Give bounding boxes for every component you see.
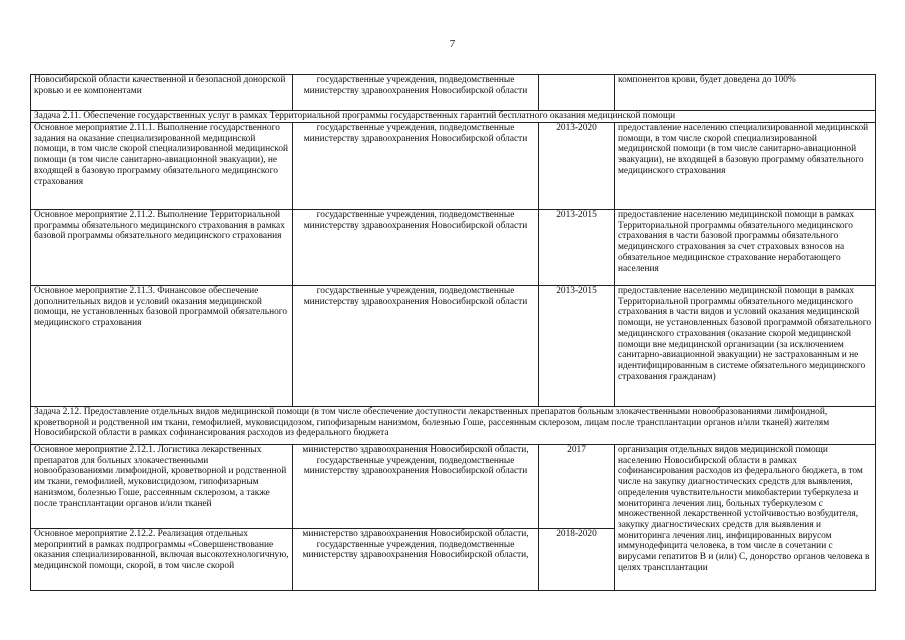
program-activities-table (30, 74, 876, 591)
period-cell: 2013-2015 (539, 210, 615, 286)
table-row (31, 75, 876, 111)
result-cell: компонентов крови, будет доведена до 100% (615, 75, 876, 111)
table-row (31, 445, 876, 529)
executor-cell: государственные учреждения, подведомственные министерству здравоохранения Новосибирской области (293, 123, 539, 210)
activity-cell: Основное мероприятие 2.11.2. Выполнение Территориальной программы обязательного медицинского страхования в рамках базовой программы обязательного медицинского страхования (31, 210, 293, 286)
executor-cell: государственные учреждения, подведомственные министерству здравоохранения Новосибирской области (293, 286, 539, 407)
table-row (31, 286, 876, 407)
period-cell: 2017 (539, 445, 615, 529)
result-cell: предоставление населению медицинской помощи в рамках Территориальной программы обязательного медицинского страхования в части видов и условий оказания медицинской помощи, не установленных базовой программой обязательного медицинского страхования (оказание скорой медицинской помощи вне медицинской организации (за исключением санитарно-авиационной эвакуации) не застрахованным и не идентифицированным в системе обязательного медицинского страхования гражданам) (615, 286, 876, 407)
activity-cell: Основное мероприятие 2.12.2. Реализация отдельных мероприятий в рамках подпрограммы «Совершенствование оказания специализированной, включая высокотехнологичную, медицинской помощи, скорой, в том числе скорой (31, 529, 293, 591)
period-cell (539, 75, 615, 111)
result-cell: организация отдельных видов медицинской помощи населению Новосибирской области в рамках софинансирования расходов из федерального бюджета, в том числе на закупку диагностических средств для выявления, определения чувствительности микобактерии туберкулеза и мониторинга лечения лиц, больных туберкулезом с множественной лекарственной устойчивостью возбудителя, закупку диагностических средств для выявления и мониторинга лечения лиц, инфицированных вирусом иммунодефицита человека, в том числе в сочетании с вирусами гепатитов B и (или) C, донорство органов человека в целях трансплантации (615, 445, 876, 591)
executor-cell: государственные учреждения, подведомственные министерству здравоохранения Новосибирской области (293, 210, 539, 286)
task-row (31, 407, 876, 445)
activity-cell: Основное мероприятие 2.11.3. Финансовое обеспечение дополнительных видов и условий оказания медицинской помощи, не установленных базовой программой обязательного медицинского страхования (31, 286, 293, 407)
period-cell: 2013-2015 (539, 286, 615, 407)
executor-cell: министерство здравоохранения Новосибирской области, государственные учреждения, подведомственные министерству здравоохранения Новосибирской области (293, 445, 539, 529)
executor-cell: государственные учреждения, подведомственные министерству здравоохранения Новосибирской области (293, 75, 539, 111)
result-cell: предоставление населению специализированной медицинской помощи, в том числе скорой специализированной медицинской помощи (в том числе санитарно-авиационной эвакуации), не входящей в базовую программу обязательного медицинского страхования (615, 123, 876, 210)
period-cell: 2018-2020 (539, 529, 615, 591)
table-row (31, 123, 876, 210)
activity-cell: Основное мероприятие 2.11.1. Выполнение государственного задания на оказание специализированной медицинской помощи, в том числе скорой специализированной медицинской помощи (в том числе санитарно-авиационной эвакуации), не входящей в базовую программу обязательного медицинского страхования (31, 123, 293, 210)
result-cell: предоставление населению медицинской помощи в рамках Территориальной программы обязательного медицинского страхования в части базовой программы обязательного медицинского страхования за счет страховых взносов на обязательное медицинское страхование неработающего населения (615, 210, 876, 286)
period-cell: 2013-2020 (539, 123, 615, 210)
task-2-11-heading: Задача 2.11. Обеспечение государственных услуг в рамках Территориальной программы государственных гарантий бесплатного оказания медицинской помощи (31, 111, 876, 123)
activity-cell: Основное мероприятие 2.12.1. Логистика лекарственных препаратов для больных злокачественными новообразованиями лимфоидной, кроветворной и родственной им ткани, гемофилией, муковисцидозом, гипофизарным нанизмом, болезнью Гоше, рассеянным склерозом, а также после трансплантации органов и/или тканей (31, 445, 293, 529)
activity-cell: Новосибирской области качественной и безопасной донорской кровью и ее компонентами (31, 75, 293, 111)
task-2-12-heading: Задача 2.12. Предоставление отдельных видов медицинской помощи (в том числе обеспечение доступности лекарственных препаратов больным злокачественными новообразованиями лимфоидной, кроветворной и родственной им ткани, гемофилией, муковисцидозом, гипофизарным нанизмом, болезнью Гоше, рассеянным склерозом, лицам после трансплантации органов и/или тканей) жителям Новосибирской области в рамках софинансирования расходов из федерального бюджета (31, 407, 876, 445)
page-number: 7 (449, 38, 456, 50)
task-row (31, 111, 876, 123)
executor-cell: министерство здравоохранения Новосибирской области, государственные учреждения, подведомственные министерству здравоохранения Новосибирской области, (293, 529, 539, 591)
table-row (31, 210, 876, 286)
